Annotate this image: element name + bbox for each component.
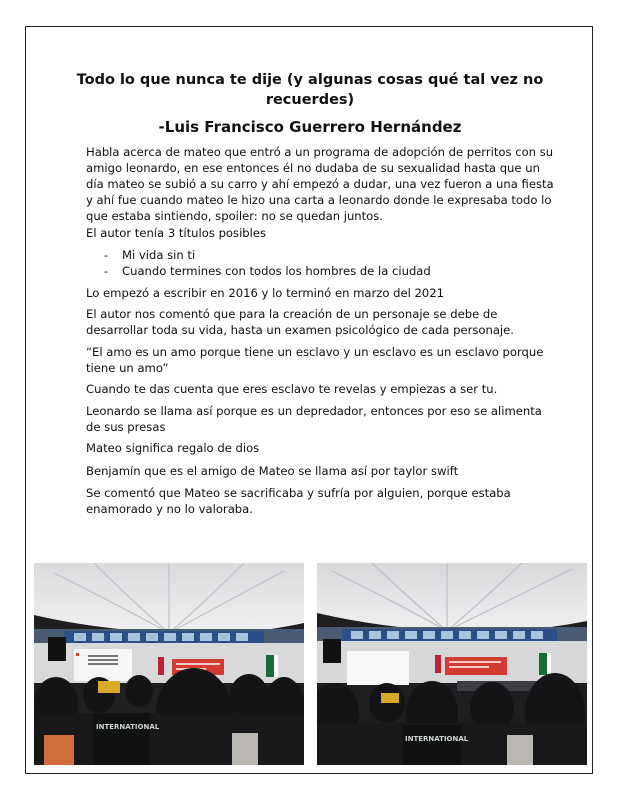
list-item-text: Mi vida sin ti [122, 248, 196, 262]
jersey-text: INTERNATIONAL [96, 723, 160, 731]
paragraph-slave: Cuando te das cuenta que eres esclavo te revelas y empiezas a ser tu. [86, 382, 498, 396]
possible-titles-list [86, 247, 556, 279]
paragraph-writing-dates: Lo empezó a escribir en 2016 y lo terminó en marzo del 2021 [86, 286, 445, 300]
paragraph-titles-intro: El autor tenía 3 títulos posibles [86, 226, 267, 240]
list-item [86, 247, 556, 263]
event-photo-right-image [317, 563, 587, 765]
bullet-dash: - [104, 264, 109, 278]
paragraph-sacrifice: Se comentó que Mateo se sacrificaba y sufría por alguien, porque estaba enamorado y no lo valoraba. [86, 486, 511, 516]
jersey-text: INTERNATIONAL [405, 735, 469, 743]
document-title: Todo lo que nunca te dije (y algunas cosas qué tal vez no recuerdes) [76, 72, 544, 108]
paragraph-summary: Habla acerca de mateo que entró a un programa de adopción de perritos con su amigo leonardo, en ese entonces él no dudaba de su sexualidad hasta que un día mateo se subió a su carro y ahí empezó a dudar, una vez fueron a una fiesta y ahí fue cuando mateo le hizo una carta a leonardo donde le expresaba todo lo que estaba sintiendo, spoiler: no se quedan juntos. [86, 145, 554, 223]
bullet-dash: - [104, 248, 109, 262]
paragraph-mateo: Mateo significa regalo de dios [86, 441, 260, 455]
paragraph-leonardo: Leonardo se llama así porque es un depredador, entonces por eso se alimenta de sus presas [86, 404, 542, 434]
event-photo-right [317, 563, 587, 765]
paragraph-character-creation: El autor nos comentó que para la creación de un personaje se debe de desarrollar toda su vida, hasta un examen psicológico de cada personaje. [86, 307, 514, 337]
document-author: -Luis Francisco Guerrero Hernández [158, 118, 462, 136]
list-item-text: Cuando termines con todos los hombres de la ciudad [122, 264, 431, 278]
event-photo-left [34, 563, 304, 765]
paragraph-quote: “El amo es un amo porque tiene un esclavo y un esclavo es un esclavo porque tiene un amo” [86, 345, 544, 375]
event-photo-left-image [34, 563, 304, 765]
paragraph-benjamin: Benjamín que es el amigo de Mateo se llama así por taylor swift [86, 464, 459, 478]
list-item [86, 263, 556, 279]
